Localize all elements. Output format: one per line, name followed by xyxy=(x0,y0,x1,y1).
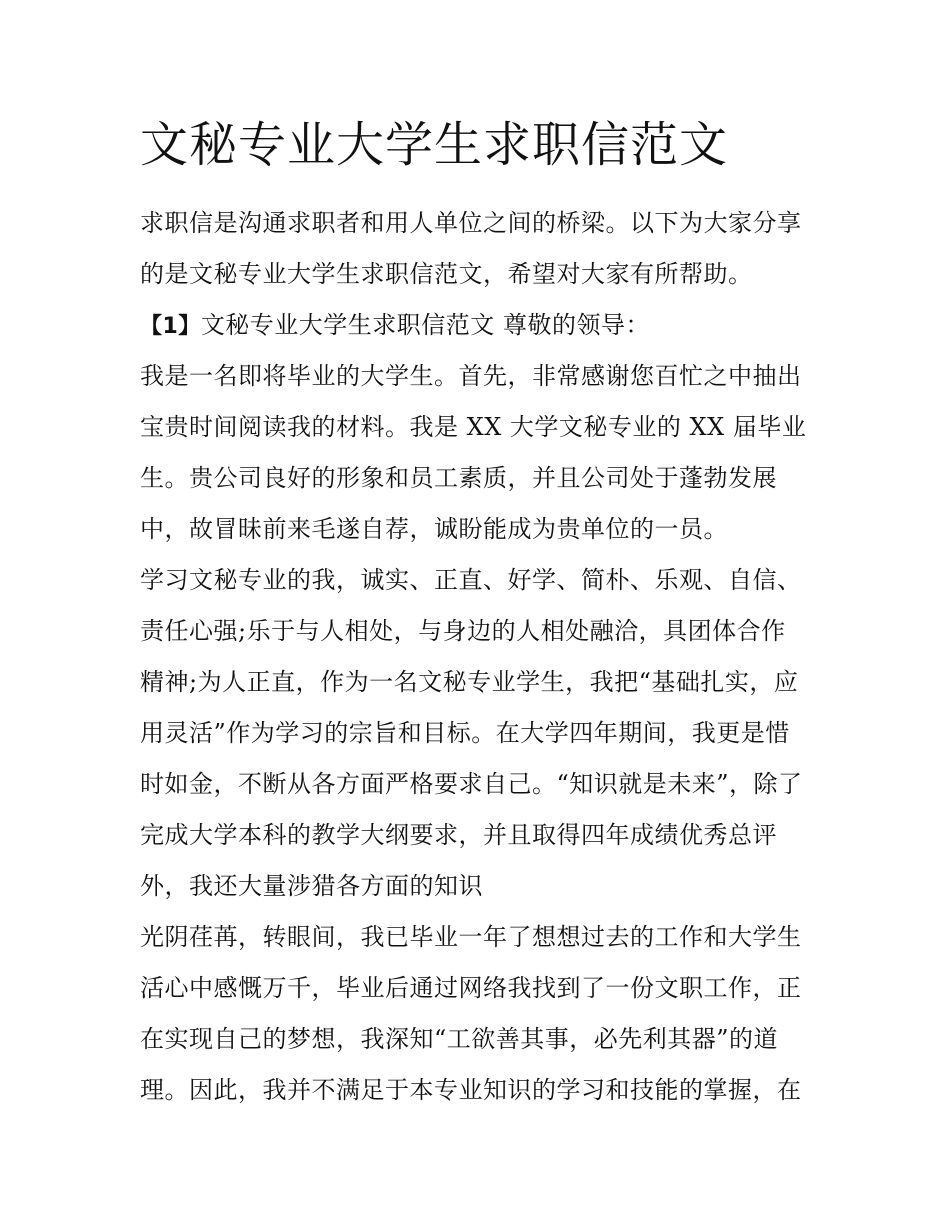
paragraph-line: 精神;为人正直，作为一名文秘专业学生，我把“基础扎实，应 xyxy=(140,668,799,696)
paragraph-line: 责任心强;乐于与人相处，与身边的人相处融洽，具团体合作 xyxy=(140,617,786,645)
paragraph-line: 活心中感慨万千，毕业后通过网络我找到了一份文职工作，正 xyxy=(140,974,802,1002)
section-heading-line xyxy=(140,300,814,351)
paragraph-line: 完成大学本科的教学大纲要求，并且取得四年成绩优秀总评 xyxy=(140,821,777,849)
paragraph-line: 我是一名即将毕业的大学生。首先，非常感谢您百忙之中抽出 xyxy=(140,362,802,390)
paragraph-line: 生。贵公司良好的形象和员工素质，并且公司处于蓬勃发展 xyxy=(140,464,777,492)
paragraph-line: 时如金，不断从各方面严格要求自己。“知识就是未来”，除了 xyxy=(140,770,803,798)
section-heading-text: 文秘专业大学生求职信范文 尊敬的领导： xyxy=(200,311,650,339)
paragraph-line: 求职信是沟通求职者和用人单位之间的桥梁。以下为大家分享 xyxy=(140,209,802,237)
document-title: 文秘专业大学生求职信范文 xyxy=(140,117,729,173)
paragraph-line: 宝贵时间阅读我的材料。我是 XX 大学文秘专业的 XX 届毕业 xyxy=(140,413,807,441)
paragraph-line: 外，我还大量涉猎各方面的知识 xyxy=(140,872,483,900)
paragraph-line: 在实现自己的梦想，我深知“工欲善其事，必先利其器”的道 xyxy=(140,1025,779,1053)
paragraph-line: 中，故冒昧前来毛遂自荐，诚盼能成为贵单位的一员。 xyxy=(140,515,728,543)
section-marker: 【1】 xyxy=(140,314,201,339)
paragraph-line: 光阴荏苒，转眼间，我已毕业一年了想想过去的工作和大学生 xyxy=(140,923,802,951)
document-body xyxy=(140,198,814,1116)
paragraph-line: 用灵活”作为学习的宗旨和目标。在大学四年期间，我更是惜 xyxy=(140,719,790,747)
paragraph-line: 理。因此，我并不满足于本专业知识的学习和技能的掌握，在 xyxy=(140,1076,802,1104)
paragraph-line: 的是文秘专业大学生求职信范文，希望对大家有所帮助。 xyxy=(140,260,753,288)
paragraph-line: 学习文秘专业的我，诚实、正直、好学、简朴、乐观、自信、 xyxy=(140,566,802,594)
